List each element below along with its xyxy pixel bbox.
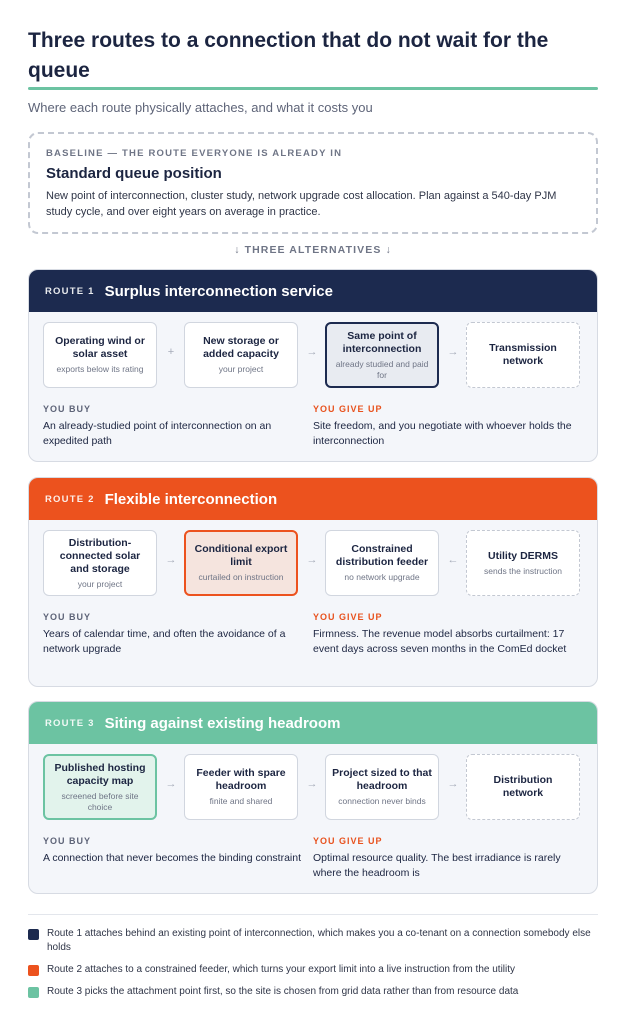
- route-1-header: [29, 270, 597, 312]
- node-title: Constrained distribution feeder: [335, 543, 429, 568]
- route-3-node-hosting-map: [43, 754, 157, 820]
- route-2-number: ROUTE 2: [45, 493, 95, 505]
- route-3-node-project: [325, 754, 439, 820]
- plus-connector: +: [167, 346, 175, 358]
- route-2-flow: [29, 520, 597, 612]
- route-3-card: [28, 701, 598, 894]
- route-3-node-distribution: [466, 754, 580, 820]
- node-subtitle: finite and shared: [209, 796, 273, 806]
- node-title: Conditional export limit: [194, 543, 288, 568]
- legend-item-route-1: [28, 927, 598, 955]
- legend-text: Route 2 attaches to a constrained feeder, which turns your export limit into a live instruction from the utility: [47, 964, 516, 975]
- give-text: Optimal resource quality. The best irradiance is rarely where the headroom is: [313, 852, 561, 879]
- route-2-tradeoffs: [29, 612, 597, 657]
- buy-label: YOU BUY: [43, 404, 92, 414]
- route-2-card: [28, 477, 598, 687]
- buy-text: Years of calendar time, and often the avoidance of a network upgrade: [43, 628, 286, 655]
- route-1-node-new-storage: [184, 322, 298, 388]
- buy-label: YOU BUY: [43, 612, 92, 622]
- node-title: New storage or added capacity: [203, 335, 279, 360]
- route-1-card: [28, 269, 598, 462]
- route-1-node-operating-asset: [43, 322, 157, 388]
- route-1-node-transmission: [466, 322, 580, 388]
- node-subtitle: already studied and paid for: [335, 358, 429, 380]
- node-subtitle: your project: [77, 578, 123, 589]
- route-3-node-feeder: [184, 754, 298, 820]
- route-2-header: [29, 478, 597, 520]
- legend-swatch: [28, 965, 39, 976]
- route-3-number: ROUTE 3: [45, 717, 95, 729]
- route-2-node-derms: [466, 530, 580, 596]
- node-title: Distribution-connected solar and storage: [59, 536, 141, 575]
- node-title: Same point of interconnection: [342, 329, 422, 355]
- legend-text: Route 3 picks the attachment point first, so the site is chosen from grid data rather than from resource data: [47, 986, 519, 997]
- baseline-description: New point of interconnection, cluster study, network upgrade cost allocation. Plan against a 540-day PJM study cycle, and over eight years on average in practice.: [46, 190, 557, 218]
- page-subtitle: Where each route physically attaches, and what it costs you: [28, 100, 373, 115]
- legend-text: Route 1 attaches behind an existing point of interconnection, which makes you a co-tenant on a connection somebody else holds: [47, 928, 591, 953]
- title-underline: [28, 87, 598, 90]
- route-2-title: Flexible interconnection: [104, 490, 278, 508]
- node-title: Published hosting capacity map: [54, 761, 146, 787]
- route-2-give: [313, 612, 583, 657]
- node-title: Operating wind or solar asset: [55, 335, 145, 360]
- node-subtitle: curtailed on instruction: [198, 572, 284, 582]
- arrow-right-icon: →: [165, 778, 177, 790]
- arrow-right-icon: →: [447, 346, 459, 358]
- node-subtitle: sends the instruction: [484, 565, 562, 576]
- buy-text: A connection that never becomes the binding constraint: [43, 852, 301, 864]
- give-text: Site freedom, and you negotiate with whoever holds the interconnection: [313, 420, 572, 447]
- arrow-right-icon: →: [306, 778, 318, 790]
- legend-item-route-2: [28, 963, 598, 977]
- node-subtitle: no network upgrade: [344, 572, 420, 582]
- route-1-buy: [43, 404, 313, 449]
- route-3-flow: [29, 744, 597, 836]
- legend-swatch: [28, 987, 39, 998]
- buy-text: An already-studied point of interconnection on an expedited path: [43, 420, 272, 447]
- baseline-kicker: BASELINE — THE ROUTE EVERYONE IS ALREADY IN: [46, 148, 343, 159]
- legend-item-route-3: [28, 985, 598, 999]
- route-3-tradeoffs: [29, 836, 597, 881]
- give-label: YOU GIVE UP: [313, 612, 383, 622]
- alternatives-label: ↓ THREE ALTERNATIVES ↓: [234, 244, 392, 256]
- route-2-buy: [43, 612, 313, 657]
- route-3-title: Siting against existing headroom: [104, 714, 341, 732]
- arrow-right-icon: →: [306, 554, 318, 566]
- route-2-node-feeder: [325, 530, 439, 596]
- route-1-tradeoffs: [29, 404, 597, 449]
- route-2-node-export-limit: [184, 530, 298, 596]
- arrow-right-icon: →: [447, 778, 459, 790]
- legend-swatch: [28, 929, 39, 940]
- buy-label: YOU BUY: [43, 836, 92, 846]
- baseline-card: [28, 132, 598, 234]
- baseline-title: Standard queue position: [46, 165, 222, 182]
- node-subtitle: exports below its rating: [56, 364, 144, 374]
- give-label: YOU GIVE UP: [313, 404, 383, 414]
- route-1-number: ROUTE 1: [45, 285, 95, 297]
- node-title: Feeder with spare headroom: [196, 767, 286, 792]
- arrow-left-icon: ←: [447, 554, 459, 566]
- node-title: Transmission network: [489, 342, 557, 367]
- route-3-give: [313, 836, 583, 881]
- route-3-header: [29, 702, 597, 744]
- route-3-buy: [43, 836, 313, 881]
- node-subtitle: connection never binds: [338, 796, 426, 806]
- route-1-give: [313, 404, 583, 449]
- node-subtitle: screened before site choice: [61, 790, 139, 812]
- give-label: YOU GIVE UP: [313, 836, 383, 846]
- give-text: Firmness. The revenue model absorbs curtailment: 17 event days across seven months in the ComEd docket: [313, 628, 567, 655]
- arrow-right-icon: →: [165, 554, 177, 566]
- node-title: Distribution network: [493, 774, 553, 799]
- node-title: Project sized to that headroom: [332, 767, 432, 792]
- page-title: Three routes to a connection that do not wait for the queue: [28, 29, 549, 82]
- route-2-node-solar-storage: [43, 530, 157, 596]
- route-1-node-same-poi: [325, 322, 439, 388]
- arrow-right-icon: →: [306, 346, 318, 358]
- node-title: Utility DERMS: [487, 549, 558, 562]
- legend: [28, 914, 598, 1007]
- route-1-title: Surplus interconnection service: [104, 282, 333, 300]
- route-1-flow: [29, 312, 597, 404]
- node-subtitle: your project: [218, 364, 264, 374]
